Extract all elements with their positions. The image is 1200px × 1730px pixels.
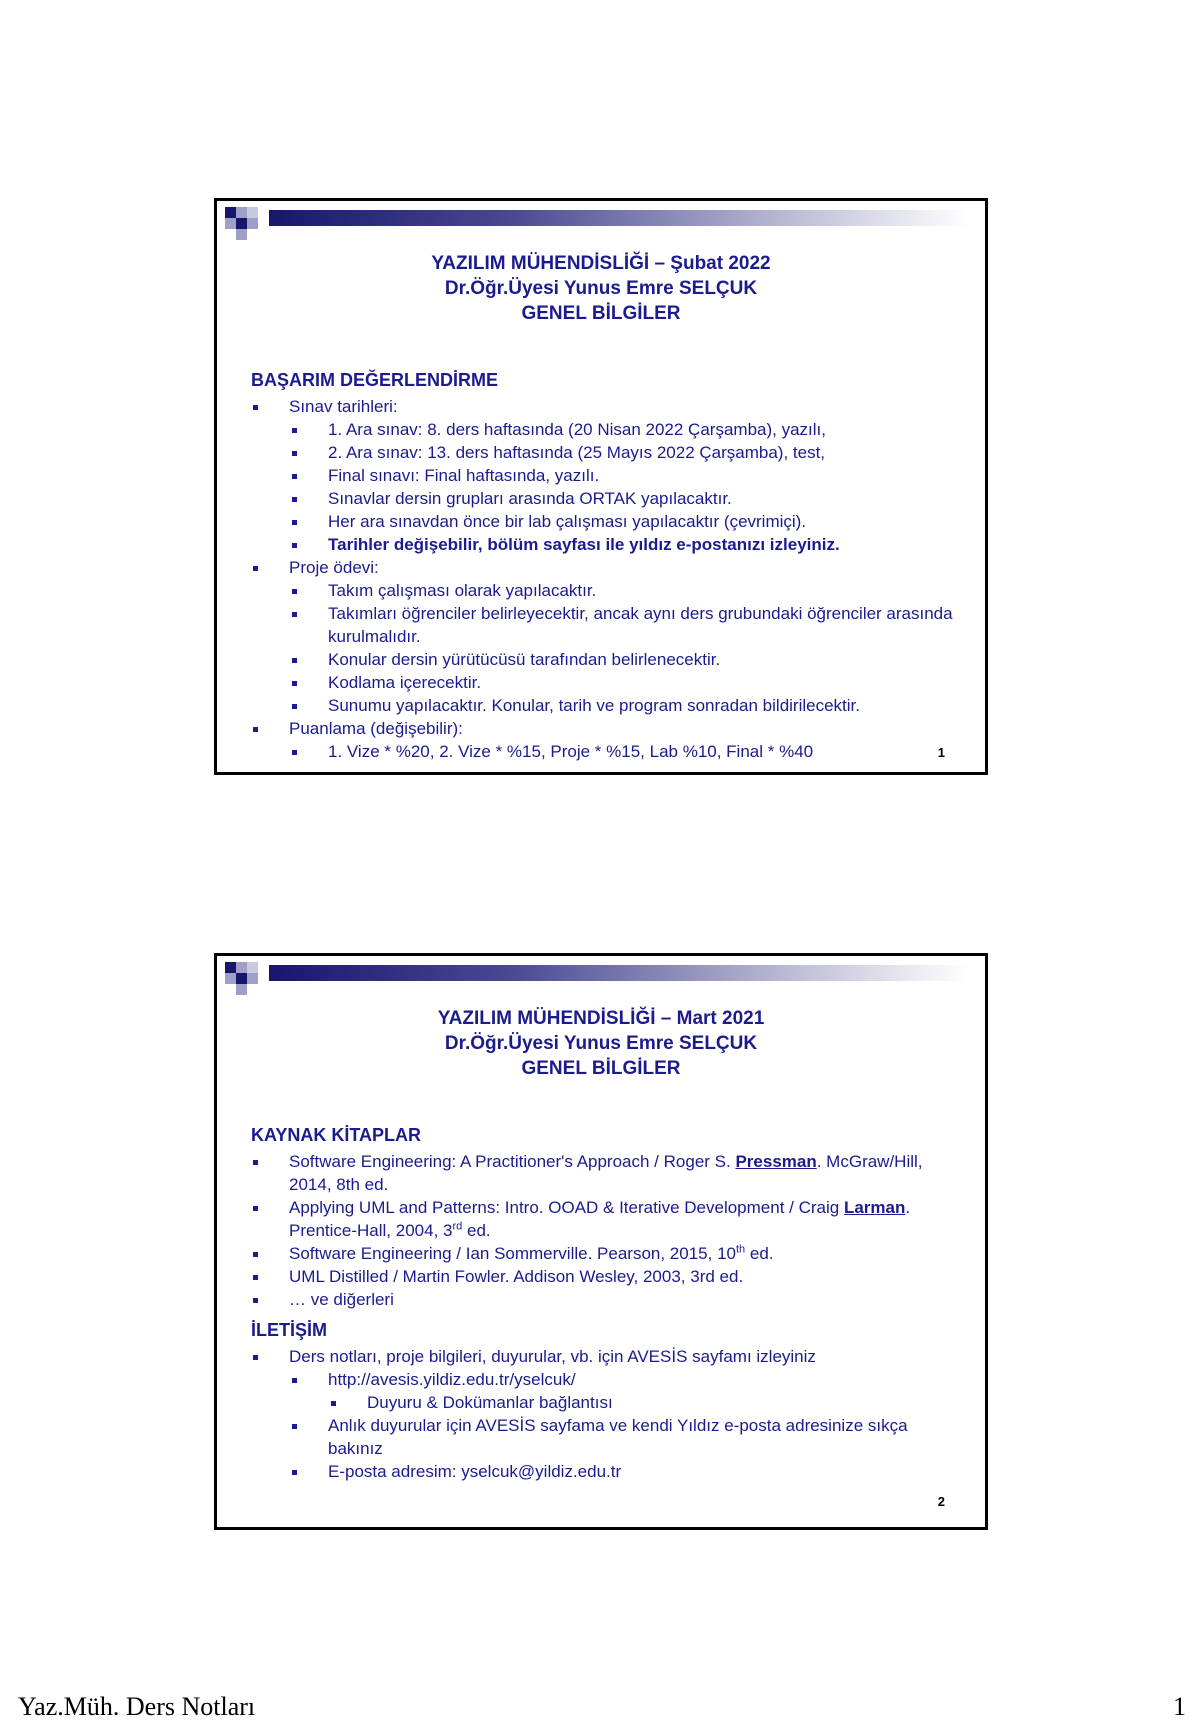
list-item: E-posta adresim: yselcuk@yildiz.edu.tr	[251, 1460, 965, 1483]
list-item: Puanlama (değişebilir):	[251, 717, 965, 740]
footer-title: Yaz.Müh. Ders Notları	[18, 1692, 256, 1721]
list-item: Sınavlar dersin grupları arasında ORTAK yapılacaktır.	[251, 487, 965, 510]
list-item: Konular dersin yürütücüsü tarafından belirlenecektir.	[251, 648, 965, 671]
list-item: Duyuru & Dokümanlar bağlantısı	[251, 1391, 965, 1414]
slide-decoration-icon	[225, 962, 273, 998]
slide-subtitle: GENEL BİLGİLER	[521, 1058, 681, 1079]
bullet-list	[251, 395, 965, 763]
slide-body	[251, 367, 965, 763]
slide-2	[214, 953, 988, 1530]
book-list	[251, 1150, 965, 1311]
section-heading: İLETİŞİM	[251, 1320, 327, 1340]
footer-page-number: 1	[1173, 1692, 1186, 1721]
slide-author: Dr.Öğr.Üyesi Yunus Emre SELÇUK	[444, 1033, 758, 1054]
slide-subtitle: GENEL BİLGİLER	[521, 303, 681, 324]
slide-page-number: 2	[937, 1494, 945, 1509]
book-item: Software Engineering / Ian Sommerville. Pearson, 2015, 10th ed.	[251, 1242, 965, 1265]
slide-author: Dr.Öğr.Üyesi Yunus Emre SELÇUK	[444, 278, 758, 299]
slide-body	[251, 1122, 965, 1483]
slide-1	[214, 198, 988, 775]
slide-page-number: 1	[937, 745, 945, 760]
list-item: Kodlama içerecektir.	[251, 671, 965, 694]
slide-title-block	[217, 1006, 985, 1081]
list-item: 2. Ara sınav: 13. ders haftasında (25 Mayıs 2022 Çarşamba), test,	[251, 441, 965, 464]
list-item: 1. Ara sınav: 8. ders haftasında (20 Nisan 2022 Çarşamba), yazılı,	[251, 418, 965, 441]
title-gradient-bar	[269, 965, 969, 981]
slide-title: YAZILIM MÜHENDİSLİĞİ – Şubat 2022	[431, 253, 771, 274]
list-item: Sınav tarihleri:	[251, 395, 965, 418]
book-item: … ve diğerleri	[251, 1288, 965, 1311]
list-item: Anlık duyurular için AVESİS sayfama ve kendi Yıldız e-posta adresinize sıkça bakınız	[251, 1414, 965, 1460]
title-gradient-bar	[269, 210, 969, 226]
avesis-link[interactable]: http://avesis.yildiz.edu.tr/yselcuk/	[251, 1368, 965, 1391]
contact-list	[251, 1345, 965, 1483]
list-item: Ders notları, proje bilgileri, duyurular, vb. için AVESİS sayfamı izleyiniz	[251, 1345, 965, 1368]
list-item: Takımları öğrenciler belirleyecektir, ancak aynı ders grubundaki öğrenciler arasında kurulmalıdır.	[251, 602, 965, 648]
list-item: Sunumu yapılacaktır. Konular, tarih ve program sonradan bildirilecektir.	[251, 694, 965, 717]
list-item: Tarihler değişebilir, bölüm sayfası ile yıldız e-postanızı izleyiniz.	[251, 533, 965, 556]
book-item: Applying UML and Patterns: Intro. OOAD & Iterative Development / Craig Larman. Prentice-Hall, 2004, 3rd ed.	[251, 1196, 965, 1242]
list-item: 1. Vize * %20, 2. Vize * %15, Proje * %15, Lab %10, Final * %40	[251, 740, 965, 763]
book-item: UML Distilled / Martin Fowler. Addison Wesley, 2003, 3rd ed.	[251, 1265, 965, 1288]
list-item: Takım çalışması olarak yapılacaktır.	[251, 579, 965, 602]
section-heading: BAŞARIM DEĞERLENDİRME	[251, 370, 499, 390]
slide-title: YAZILIM MÜHENDİSLİĞİ – Mart 2021	[437, 1008, 765, 1029]
list-item: Proje ödevi:	[251, 556, 965, 579]
slide-title-block	[217, 251, 985, 326]
section-heading: KAYNAK KİTAPLAR	[251, 1125, 422, 1145]
list-item: Her ara sınavdan önce bir lab çalışması yapılacaktır (çevrimiçi).	[251, 510, 965, 533]
list-item: Final sınavı: Final haftasında, yazılı.	[251, 464, 965, 487]
book-item: Software Engineering: A Practitioner's Approach / Roger S. Pressman. McGraw/Hill, 2014, 8th ed.	[251, 1150, 965, 1196]
slide-decoration-icon	[225, 207, 273, 243]
